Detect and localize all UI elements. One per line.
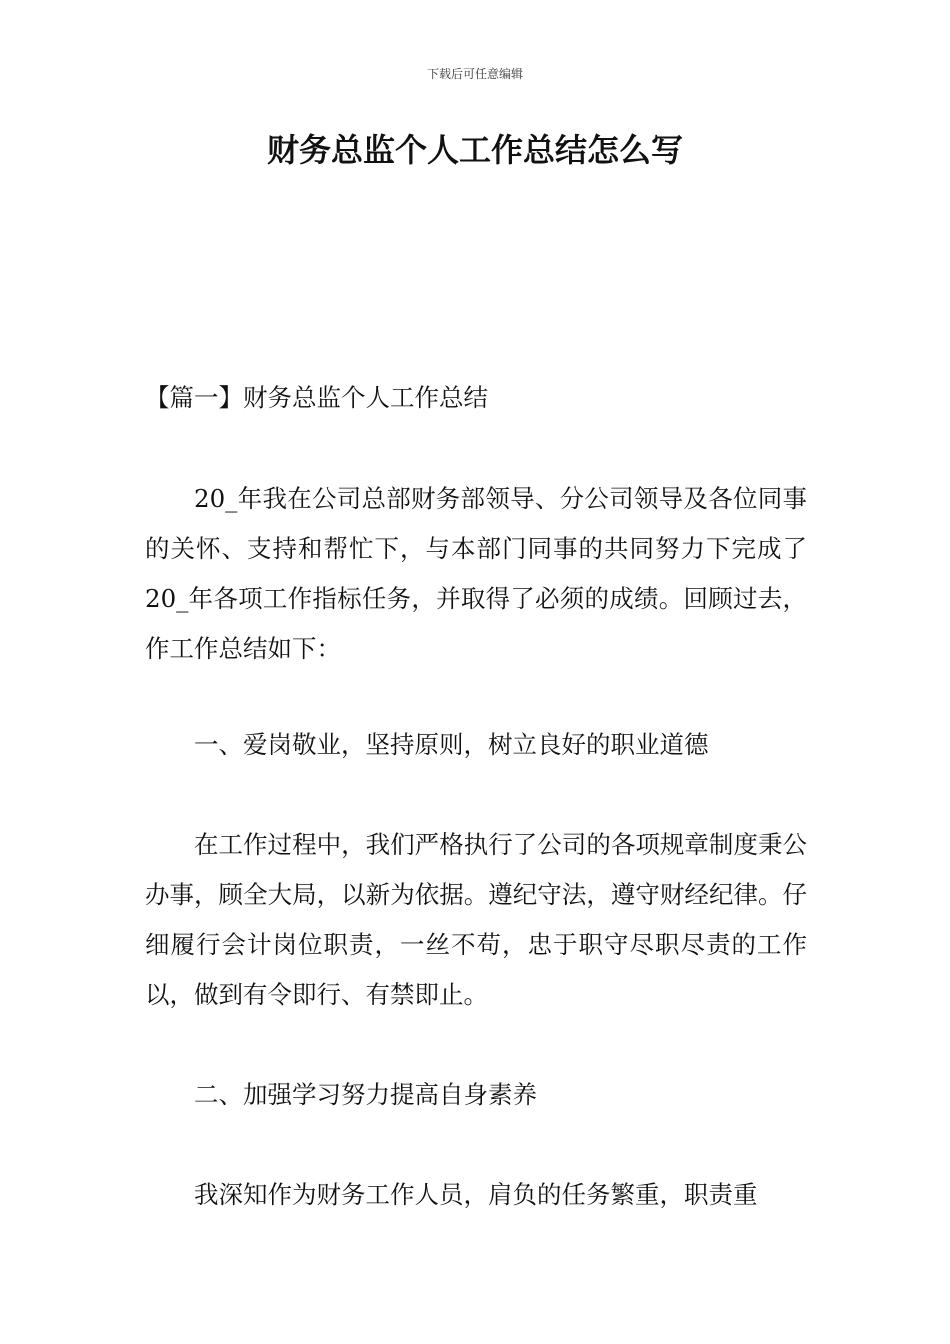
header-note: 下载后可任意编辑 [426, 67, 523, 81]
body-paragraph-2: 在工作过程中，我们严格执行了公司的各项规章制度秉公办事，顾全大局，以新为依据。遵纪守法，遵守财经纪律。仔细履行会计岗位职责，一丝不苟，忠于职守尽职尽责的工作以，做到有令即行、有禁即止。 [145, 830, 807, 1009]
section-heading: 【篇一】财务总监个人工作总结 [145, 383, 488, 412]
body-paragraph-1: 20_年我在公司总部财务部领导、分公司领导及各位同事的关怀、支持和帮忙下，与本部门同事的共同努力下完成了20_年各项工作指标任务，并取得了必须的成绩。回顾过去，作工作总结如下： [145, 484, 807, 663]
subheading-2: 二、加强学习努力提高自身素养 [194, 1080, 537, 1109]
body-paragraph-3: 我深知作为财务工作人员，肩负的任务繁重，职责重 [194, 1180, 758, 1209]
subheading-1: 一、爱岗敬业，坚持原则，树立良好的职业道德 [194, 730, 709, 759]
document-title: 财务总监个人工作总结怎么写 [266, 131, 683, 169]
